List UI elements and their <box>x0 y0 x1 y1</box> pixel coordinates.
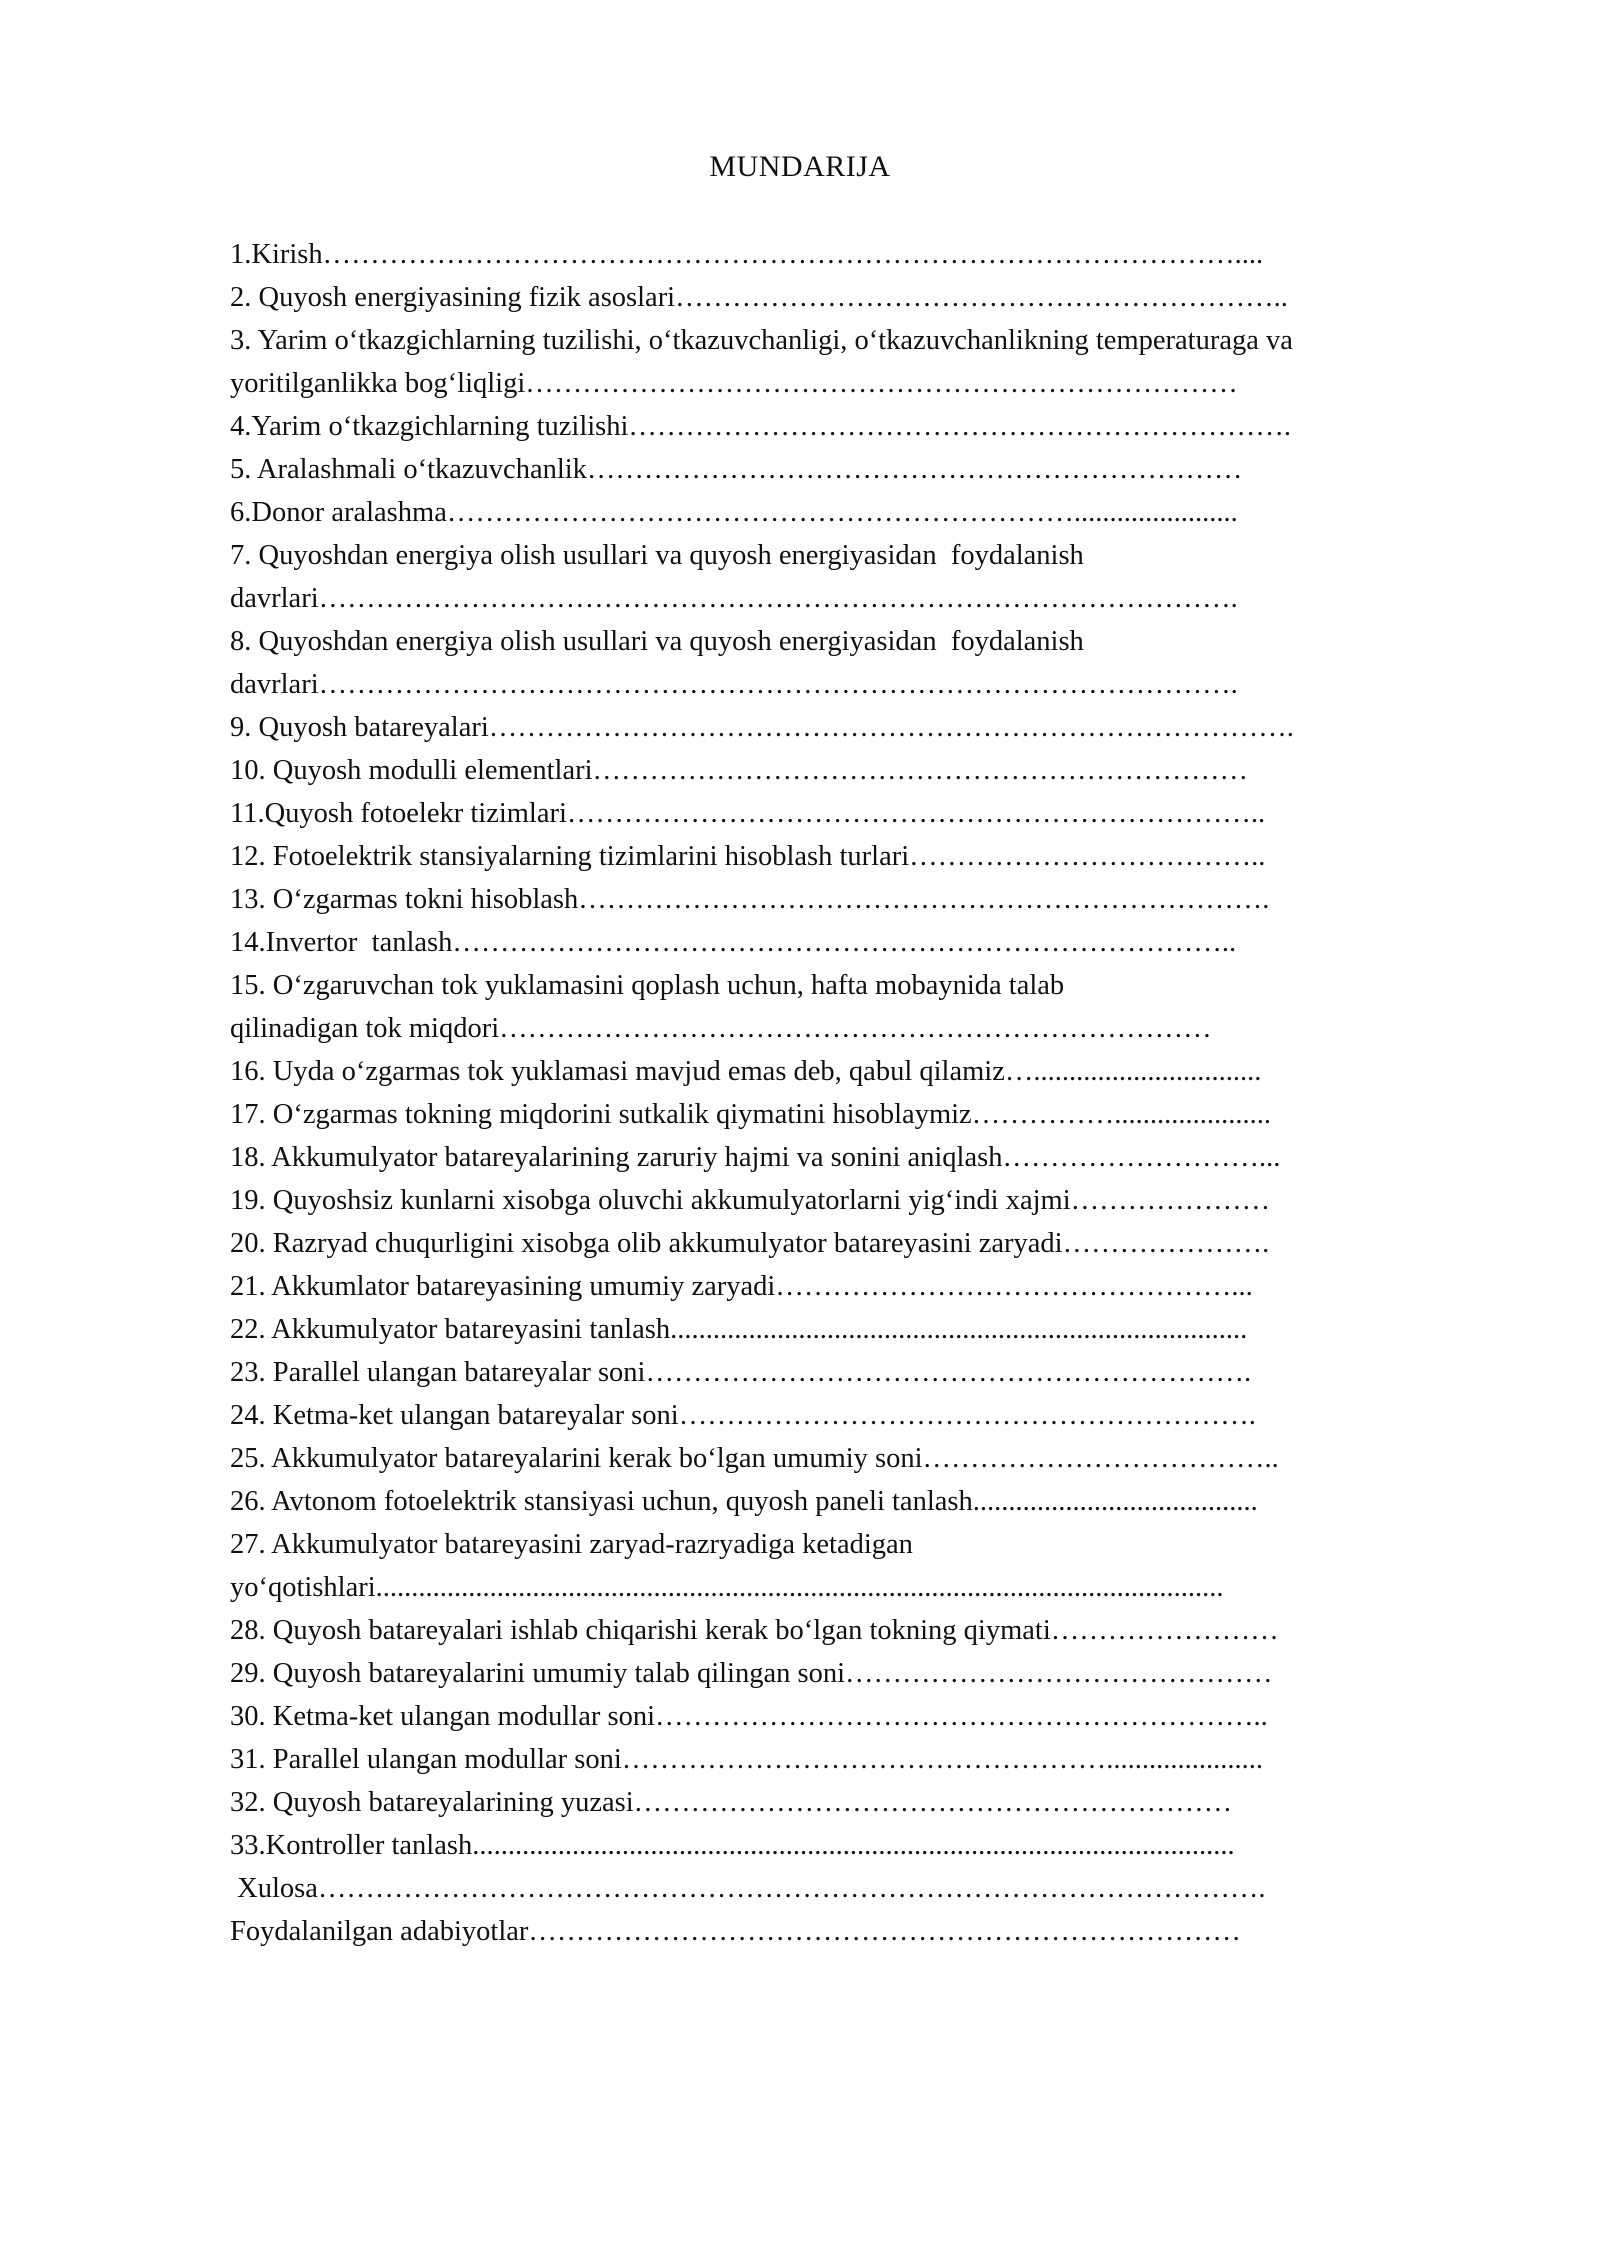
toc-entry-line: 32. Quyosh batareyalarining yuzasi……………………………………………………… <box>230 1787 1233 1818</box>
toc-entry-line: 8. Quyoshdan energiya olish usullari va quyosh energiyasidan foydalanish <box>230 626 1084 657</box>
toc-entry <box>230 1523 1480 1609</box>
toc-entry <box>230 1437 1480 1480</box>
toc-entry <box>230 1308 1480 1351</box>
toc-entry-line: 10. Quyosh modulli elementlari…………………………………………………………… <box>230 755 1249 786</box>
toc-entry-line: yoritilganlikka bog‘liqligi………………………………………………………………… <box>230 368 1238 399</box>
toc-entry-line: Foydalanilgan adabiyotlar………………………………………………………………… <box>230 1916 1241 1947</box>
toc-entry <box>230 448 1480 491</box>
toc-entry <box>230 1910 1480 1953</box>
toc-entry-line: 31. Parallel ulangan modullar soni……………………………………………...................... <box>230 1744 1264 1775</box>
toc-entry-line: 16. Uyda o‘zgarmas tok yuklamasi mavjud emas deb, qabul qilamiz…................................ <box>230 1056 1262 1087</box>
toc-entry-line: 5. Aralashmali o‘tkazuvchanlik…………………………………………………………… <box>230 454 1243 485</box>
toc-entry-line: 11.Quyosh fotoelekr tizimlari……………………………………………………………….. <box>230 798 1266 829</box>
toc-entry-line: davrlari……………………………………………………………………………………. <box>230 583 1238 614</box>
toc-entry <box>230 1351 1480 1394</box>
toc-entry <box>230 233 1480 276</box>
toc-entry <box>230 964 1480 1050</box>
toc-entry-line: 26. Avtonom fotoelektrik stansiyasi uchun, quyosh paneli tanlash........................................ <box>230 1486 1258 1517</box>
toc-entry <box>230 1136 1480 1179</box>
toc-entry <box>230 1093 1480 1136</box>
toc-entry-line: 19. Quyoshsiz kunlarni xisobga oluvchi akkumulyatorlarni yig‘indi xajmi………………… <box>230 1185 1271 1216</box>
toc-entry-line: davrlari……………………………………………………………………………………. <box>230 669 1238 700</box>
toc-entry-line: 24. Ketma-ket ulangan batareyalar soni……………………………………………………. <box>230 1400 1256 1431</box>
toc-entry-line: 23. Parallel ulangan batareyalar soni………………………………………………………. <box>230 1357 1252 1388</box>
toc-entry-line: 17. O‘zgarmas tokning miqdorini sutkalik qiymatini hisoblaymiz……………...................... <box>230 1099 1271 1130</box>
toc-entry-line: qilinadigan tok miqdori………………………………………………………………… <box>230 1013 1212 1044</box>
page-title: MUNDARIJA <box>709 150 891 183</box>
toc-entry-line: 25. Akkumulyator batareyalarini kerak bo‘lgan umumiy soni……………………………….. <box>230 1443 1279 1474</box>
toc-entry-line: 29. Quyosh batareyalarini umumiy talab qilingan soni……………………………………… <box>230 1658 1273 1689</box>
toc-entry-line: 4.Yarim o‘tkazgichlarning tuzilishi……………………………………………………………. <box>230 411 1292 442</box>
toc-entry-line: 22. Akkumulyator batareyasini tanlash................................................................................. <box>230 1314 1248 1345</box>
toc-entry-line: 28. Quyosh batareyalari ishlab chiqarishi kerak bo‘lgan tokning qiymati…………………… <box>230 1615 1279 1646</box>
toc-entry <box>230 1781 1480 1824</box>
toc-entry-line: 30. Ketma-ket ulangan modullar soni……………………………………………………….. <box>230 1701 1268 1732</box>
toc-entry <box>230 1695 1480 1738</box>
toc-entry-line: 14.Invertor tanlash……………………………………………………………………….. <box>230 927 1237 958</box>
toc-entry-line: 21. Akkumlator batareyasining umumiy zaryadi…………………………………………... <box>230 1271 1253 1302</box>
toc-entry <box>230 1394 1480 1437</box>
toc-entry <box>230 1738 1480 1781</box>
toc-entry <box>230 276 1480 319</box>
toc-entry-line: 20. Razryad chuqurligini xisobga olib akkumulyator batareyasini zaryadi…………………. <box>230 1228 1270 1259</box>
toc-entry-line: 27. Akkumulyator batareyasini zaryad-razryadiga ketadigan <box>230 1529 913 1560</box>
toc-entry <box>230 1480 1480 1523</box>
toc-entry-line: 2. Quyosh energiyasining fizik asoslari……………………………………………………….. <box>230 282 1288 313</box>
toc-entry <box>230 1050 1480 1093</box>
toc-entry <box>230 1867 1480 1910</box>
toc-entry-line: 7. Quyoshdan energiya olish usullari va quyosh energiyasidan foydalanish <box>230 540 1084 571</box>
toc-entry-line: 3. Yarim o‘tkazgichlarning tuzilishi, o‘tkazuvchanligi, o‘tkazuvchanlikning temperaturaga va <box>230 325 1293 356</box>
toc-entry <box>230 405 1480 448</box>
toc-entry <box>230 620 1480 706</box>
toc-entry <box>230 792 1480 835</box>
table-of-contents <box>230 233 1480 1953</box>
toc-entry-line: 13. O‘zgarmas tokni hisoblash………………………………………………………………. <box>230 884 1270 915</box>
toc-entry <box>230 878 1480 921</box>
toc-entry-line: yo‘qotishlari....................................................................................................................... <box>230 1572 1224 1603</box>
toc-entry-line: 1.Kirish…………………………………………………………………………………….... <box>230 239 1264 270</box>
toc-entry <box>230 1652 1480 1695</box>
toc-entry <box>230 534 1480 620</box>
toc-entry <box>230 749 1480 792</box>
toc-entry-line: 18. Akkumulyator batareyalarining zaruriy hajmi va sonini aniqlash………………………... <box>230 1142 1281 1173</box>
toc-entry-line: 33.Kontroller tanlash........................................................................................................... <box>230 1830 1235 1861</box>
toc-entry <box>230 921 1480 964</box>
toc-entry <box>230 491 1480 534</box>
toc-entry <box>230 1222 1480 1265</box>
toc-entry <box>230 319 1480 405</box>
toc-entry <box>230 1609 1480 1652</box>
toc-entry <box>230 1265 1480 1308</box>
toc-entry <box>230 1179 1480 1222</box>
toc-entry-line: 12. Fotoelektrik stansiyalarning tizimlarini hisoblash turlari……………………………….. <box>230 841 1266 872</box>
toc-entry-line: Xulosa………………………………………………………………………………………. <box>230 1873 1266 1904</box>
toc-entry-line: 9. Quyosh batareyalari…………………………………………………………………………. <box>230 712 1294 743</box>
toc-entry-line: 6.Donor aralashma…………………………………………………………....................... <box>230 497 1238 528</box>
toc-entry <box>230 1824 1480 1867</box>
toc-entry <box>230 706 1480 749</box>
toc-entry-line: 15. O‘zgaruvchan tok yuklamasini qoplash uchun, hafta mobaynida talab <box>230 970 1065 1001</box>
toc-entry <box>230 835 1480 878</box>
